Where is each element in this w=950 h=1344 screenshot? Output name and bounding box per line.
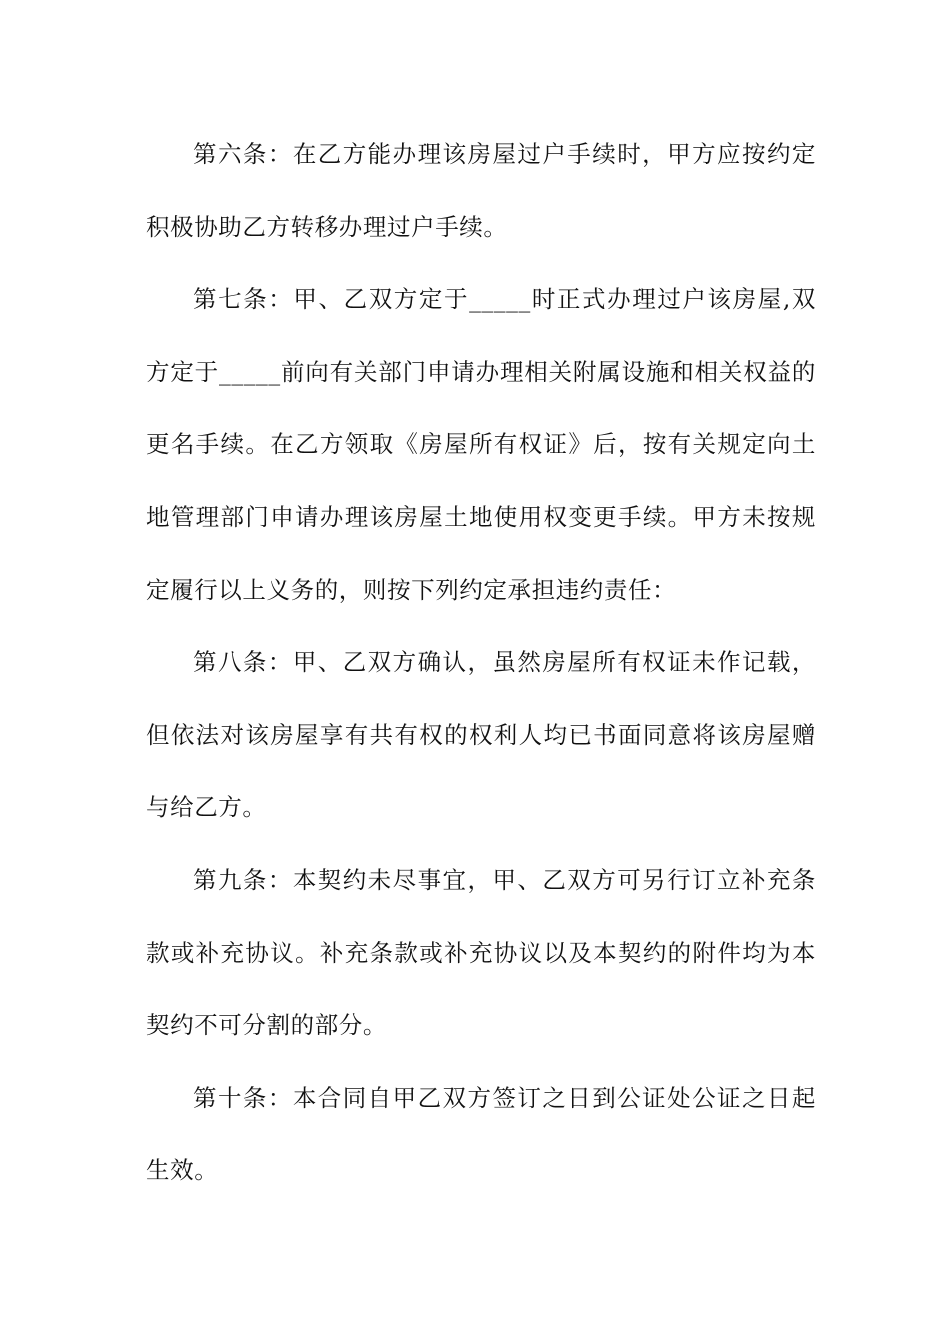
document-body bbox=[146, 118, 816, 1207]
article-9-paragraph: 第九条：本契约未尽事宜，甲、乙双方可另行订立补充条款或补充协议。补充条款或补充协议以及本契约的附件均为本契约不可分割的部分。 bbox=[146, 865, 816, 1040]
article-6-paragraph: 第六条：在乙方能办理该房屋过户手续时，甲方应按约定积极协助乙方转移办理过户手续。 bbox=[146, 140, 816, 241]
article-7-paragraph: 第七条：甲、乙双方定于_____时正式办理过户该房屋,双方定于_____前向有关部门申请办理相关附属设施和相关权益的更名手续。在乙方领取《房屋所有权证》后，按有关规定向土地管理部门申请办理该房屋土地使用权变更手续。甲方未按规定履行以上义务的，则按下列约定承担违约责任： bbox=[146, 285, 816, 604]
article-8-paragraph: 第八条：甲、乙双方确认，虽然房屋所有权证未作记载，但依法对该房屋享有共有权的权利人均已书面同意将该房屋赠与给乙方。 bbox=[146, 648, 816, 822]
article-10-paragraph: 第十条：本合同自甲乙双方签订之日到公证处公证之日起生效。 bbox=[146, 1083, 816, 1185]
